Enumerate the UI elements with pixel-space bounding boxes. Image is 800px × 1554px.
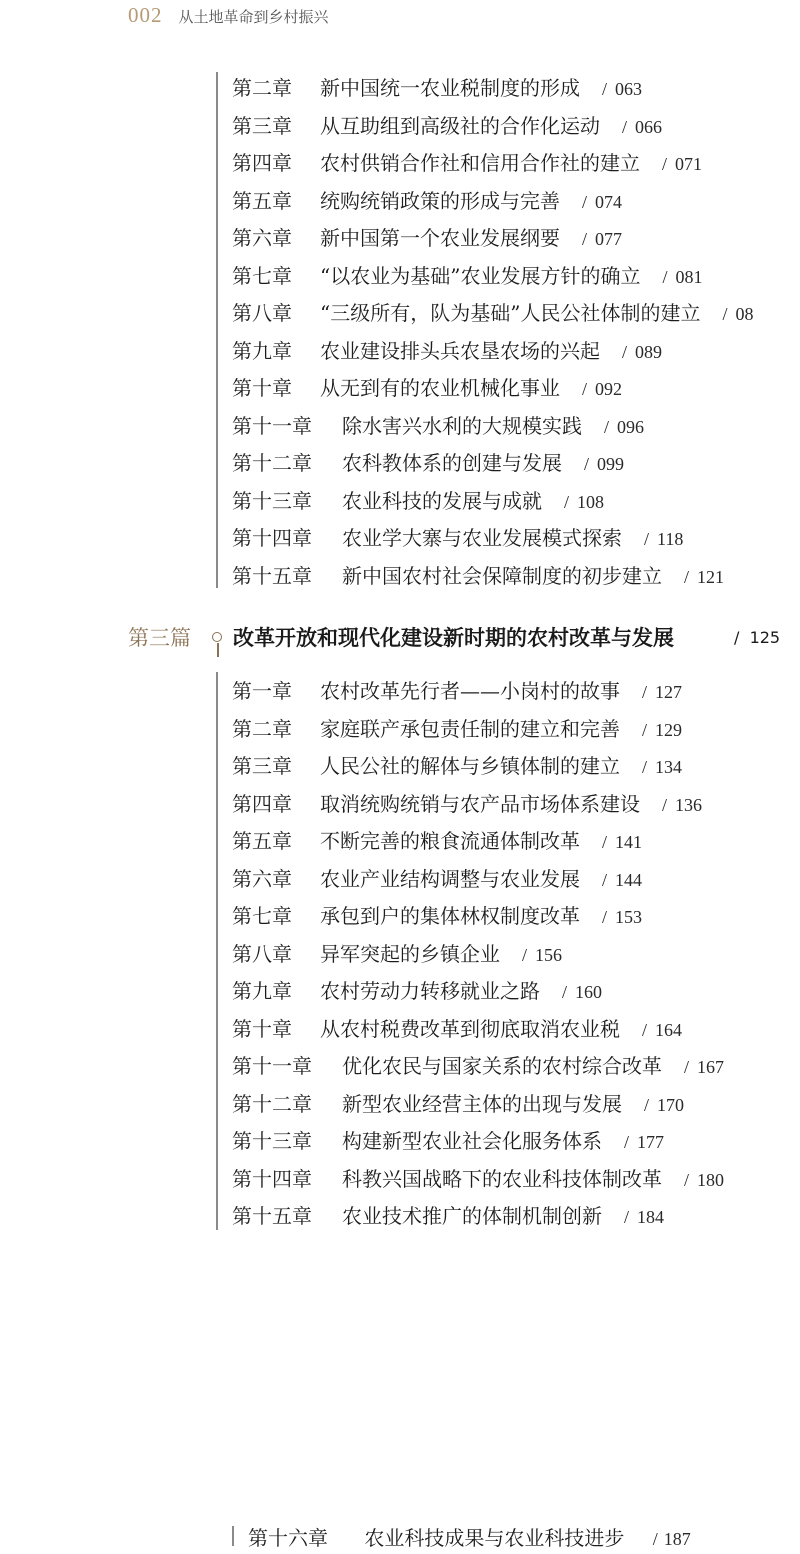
toc-entry[interactable]	[232, 261, 702, 291]
page-separator: /	[642, 682, 648, 702]
page-separator: /	[662, 266, 668, 287]
chapter-title: 农村供销合作社和信用合作社的建立	[320, 151, 640, 175]
page-ref: 134	[655, 757, 683, 777]
page-separator: /	[624, 1207, 630, 1227]
toc-entry[interactable]	[232, 523, 683, 553]
page-ref: 074	[595, 191, 623, 212]
page-ref: 141	[615, 832, 643, 852]
page-separator: /	[684, 1169, 690, 1190]
chapter-number: 第七章	[232, 904, 292, 928]
chapter-number: 第十五章	[232, 1204, 312, 1228]
page-number: 002	[128, 3, 163, 27]
page-ref: 153	[615, 907, 643, 927]
toc-entry[interactable]	[232, 148, 702, 178]
page-ref: 164	[655, 1019, 683, 1040]
chapter-title: 农业技术推广的体制机制创新	[342, 1204, 602, 1228]
chapter-title: 人民公社的解体与乡镇体制的建立	[320, 754, 620, 778]
toc-entry[interactable]	[232, 411, 644, 441]
page-separator: /	[602, 79, 608, 99]
page-separator: /	[582, 379, 588, 399]
toc-entry[interactable]	[232, 448, 624, 478]
chapter-title: 农村劳动力转移就业之路	[320, 979, 540, 1003]
toc-entry-footer[interactable]	[248, 1523, 691, 1553]
page-separator: /	[562, 982, 568, 1002]
toc-entry[interactable]	[232, 1201, 664, 1231]
section-two-rule	[216, 72, 218, 588]
toc-entry[interactable]	[232, 486, 604, 516]
toc-entry[interactable]	[232, 864, 642, 894]
toc-entry[interactable]	[232, 1014, 682, 1044]
chapter-number: 第六章	[232, 866, 292, 891]
page-separator: /	[624, 1132, 630, 1152]
chapter-title: 从互助组到高级社的合作化运动	[320, 113, 600, 138]
part-title: 改革开放和现代化建设新时期的农村改革与发展	[233, 626, 674, 650]
toc-entry[interactable]	[232, 223, 622, 253]
page-ref: 167	[697, 1057, 725, 1077]
page-separator: /	[644, 1094, 650, 1115]
chapter-title: 新中国第一个农业发展纲要	[320, 226, 560, 250]
toc-entry[interactable]	[232, 826, 642, 856]
page-ref: 08	[735, 304, 754, 324]
chapter-title: 科教兴国战略下的农业科技体制改革	[342, 1166, 662, 1191]
chapter-title: 统购统销政策的形成与完善	[320, 188, 560, 213]
toc-entry[interactable]	[232, 298, 753, 328]
page-separator: /	[622, 341, 628, 362]
chapter-number: 第十一章	[232, 1054, 312, 1078]
page-ref: 127	[655, 682, 683, 702]
chapter-number: 第三章	[232, 754, 292, 778]
chapter-title: 农业产业结构调整与农业发展	[320, 866, 580, 891]
chapter-title: 农业科技的发展与成就	[342, 488, 542, 513]
page-separator: /	[602, 832, 608, 852]
chapter-number: 第二章	[232, 716, 292, 741]
page-separator: /	[662, 154, 668, 174]
chapter-title: 农业学大寨与农业发展模式探索	[342, 526, 622, 550]
chapter-number: 第十四章	[232, 526, 312, 550]
chapter-number: 第五章	[232, 188, 292, 213]
chapter-number: 第二章	[232, 76, 292, 100]
chapter-title: 取消统购统销与农产品市场体系建设	[320, 791, 640, 816]
page-ref: 108	[577, 491, 605, 512]
page-ref: 096	[617, 416, 645, 437]
chapter-title: “以农业为基础”农业发展方针的确立	[320, 263, 641, 288]
part-page-slash: /	[734, 628, 740, 647]
chapter-number: 第十二章	[232, 451, 312, 475]
footer-rule	[232, 1526, 234, 1546]
chapter-title: 承包到户的集体林权制度改革	[320, 904, 580, 928]
page-separator: /	[604, 416, 610, 437]
chapter-number: 第十三章	[232, 1129, 312, 1153]
chapter-title: 新中国统一农业税制度的形成	[320, 76, 580, 100]
toc-entry[interactable]	[232, 111, 662, 141]
toc-entry[interactable]	[232, 751, 682, 781]
page-ref: 129	[655, 719, 683, 740]
chapter-number: 第七章	[232, 263, 292, 288]
part-page-number: 125	[749, 628, 781, 647]
book-title: 从土地革命到乡村振兴	[178, 8, 329, 26]
chapter-number: 第十章	[232, 376, 292, 400]
toc-entry[interactable]	[232, 561, 724, 591]
chapter-title: 农村改革先行者——小岗村的故事	[320, 679, 620, 703]
page-ref: 092	[595, 379, 623, 399]
toc-entry[interactable]	[232, 1164, 724, 1194]
page-separator: /	[684, 566, 690, 587]
chapter-number: 第一章	[232, 679, 292, 703]
page-separator: /	[522, 944, 528, 965]
chapter-number: 第十四章	[232, 1166, 312, 1191]
toc-entry[interactable]	[232, 901, 642, 931]
chapter-number: 第九章	[232, 338, 292, 363]
page-separator: /	[642, 719, 648, 740]
page-separator: /	[642, 757, 648, 777]
chapter-number: 第三章	[232, 113, 292, 138]
toc-entry[interactable]	[232, 336, 662, 366]
chapter-title: 优化农民与国家关系的农村综合改革	[342, 1054, 662, 1078]
toc-entry[interactable]	[232, 714, 682, 744]
page-ref: 160	[575, 982, 603, 1002]
part-three-heading[interactable]	[128, 621, 800, 655]
chapter-title: 新中国农村社会保障制度的初步建立	[342, 563, 662, 588]
page-separator: /	[584, 454, 590, 474]
page-ref: 156	[535, 944, 563, 965]
running-header	[128, 3, 329, 29]
chapter-title: 新型农业经营主体的出现与发展	[342, 1091, 622, 1116]
toc-entry[interactable]	[232, 73, 642, 103]
page-separator: /	[602, 869, 608, 890]
chapter-title: 从无到有的农业机械化事业	[320, 376, 560, 400]
chapter-title: “三级所有，队为基础”人民公社体制的建立	[320, 301, 701, 325]
chapter-title: 不断完善的粮食流通体制改革	[320, 829, 580, 853]
chapter-number: 第四章	[232, 791, 292, 816]
chapter-number: 第十一章	[232, 413, 312, 438]
page-separator: /	[582, 229, 588, 249]
chapter-title: 家庭联产承包责任制的建立和完善	[320, 716, 620, 741]
chapter-number: 第十五章	[232, 563, 312, 588]
chapter-number: 第十三章	[232, 488, 312, 513]
page-ref: 081	[675, 266, 703, 287]
chapter-title: 构建新型农业社会化服务体系	[342, 1129, 602, 1153]
page-separator: /	[652, 1529, 658, 1549]
page-separator: /	[582, 191, 588, 212]
page-ref: 089	[635, 341, 663, 362]
toc-entry[interactable]	[232, 1051, 724, 1081]
part-marker-stem	[217, 643, 219, 657]
chapter-title: 农业科技成果与农业科技进步	[364, 1526, 625, 1550]
page-separator: /	[722, 304, 728, 324]
toc-entry[interactable]	[232, 939, 562, 969]
page-separator: /	[662, 794, 668, 815]
part-label: 第三篇	[128, 626, 191, 650]
page-separator: /	[622, 116, 628, 137]
chapter-title: 除水害兴水利的大规模实践	[342, 413, 582, 438]
chapter-title: 异军突起的乡镇企业	[320, 941, 500, 966]
part-page	[734, 621, 780, 655]
chapter-number: 第五章	[232, 829, 292, 853]
page-separator: /	[644, 529, 650, 549]
page-separator: /	[684, 1057, 690, 1077]
page-separator: /	[642, 1019, 648, 1040]
toc-entry[interactable]	[232, 789, 702, 819]
page-separator: /	[564, 491, 570, 512]
chapter-title: 农科教体系的创建与发展	[342, 451, 562, 475]
page-ref: 066	[635, 116, 663, 137]
page-ref: 071	[675, 154, 703, 174]
page-ref: 063	[615, 79, 643, 99]
page-ref: 077	[595, 229, 623, 249]
toc-entry[interactable]	[232, 1089, 684, 1119]
page-ref: 144	[615, 869, 643, 890]
page-ref: 099	[597, 454, 625, 474]
toc-entry[interactable]	[232, 676, 682, 706]
chapter-number: 第八章	[232, 301, 292, 325]
page-ref: 170	[657, 1094, 685, 1115]
chapter-number: 第八章	[232, 941, 292, 966]
page-ref: 177	[637, 1132, 665, 1152]
chapter-number: 第十二章	[232, 1091, 312, 1116]
chapter-title: 农业建设排头兵农垦农场的兴起	[320, 338, 600, 363]
toc-entry[interactable]	[232, 186, 622, 216]
page-ref: 136	[675, 794, 703, 815]
page-ref: 121	[697, 566, 725, 587]
page-separator: /	[602, 907, 608, 927]
toc-entry[interactable]	[232, 373, 622, 403]
toc-entry[interactable]	[232, 976, 602, 1006]
chapter-number: 第十六章	[248, 1526, 328, 1550]
page-ref: 118	[657, 529, 684, 549]
part-marker-dot	[212, 632, 222, 642]
chapter-number: 第四章	[232, 151, 292, 175]
chapter-number: 第九章	[232, 979, 292, 1003]
page-ref: 180	[697, 1169, 725, 1190]
toc-entry[interactable]	[232, 1126, 664, 1156]
part-three-rule	[216, 672, 218, 1230]
chapter-number: 第十章	[232, 1016, 292, 1041]
page-ref: 184	[637, 1207, 665, 1227]
page-ref: 187	[663, 1529, 691, 1549]
chapter-title: 从农村税费改革到彻底取消农业税	[320, 1016, 620, 1041]
chapter-number: 第六章	[232, 226, 292, 250]
